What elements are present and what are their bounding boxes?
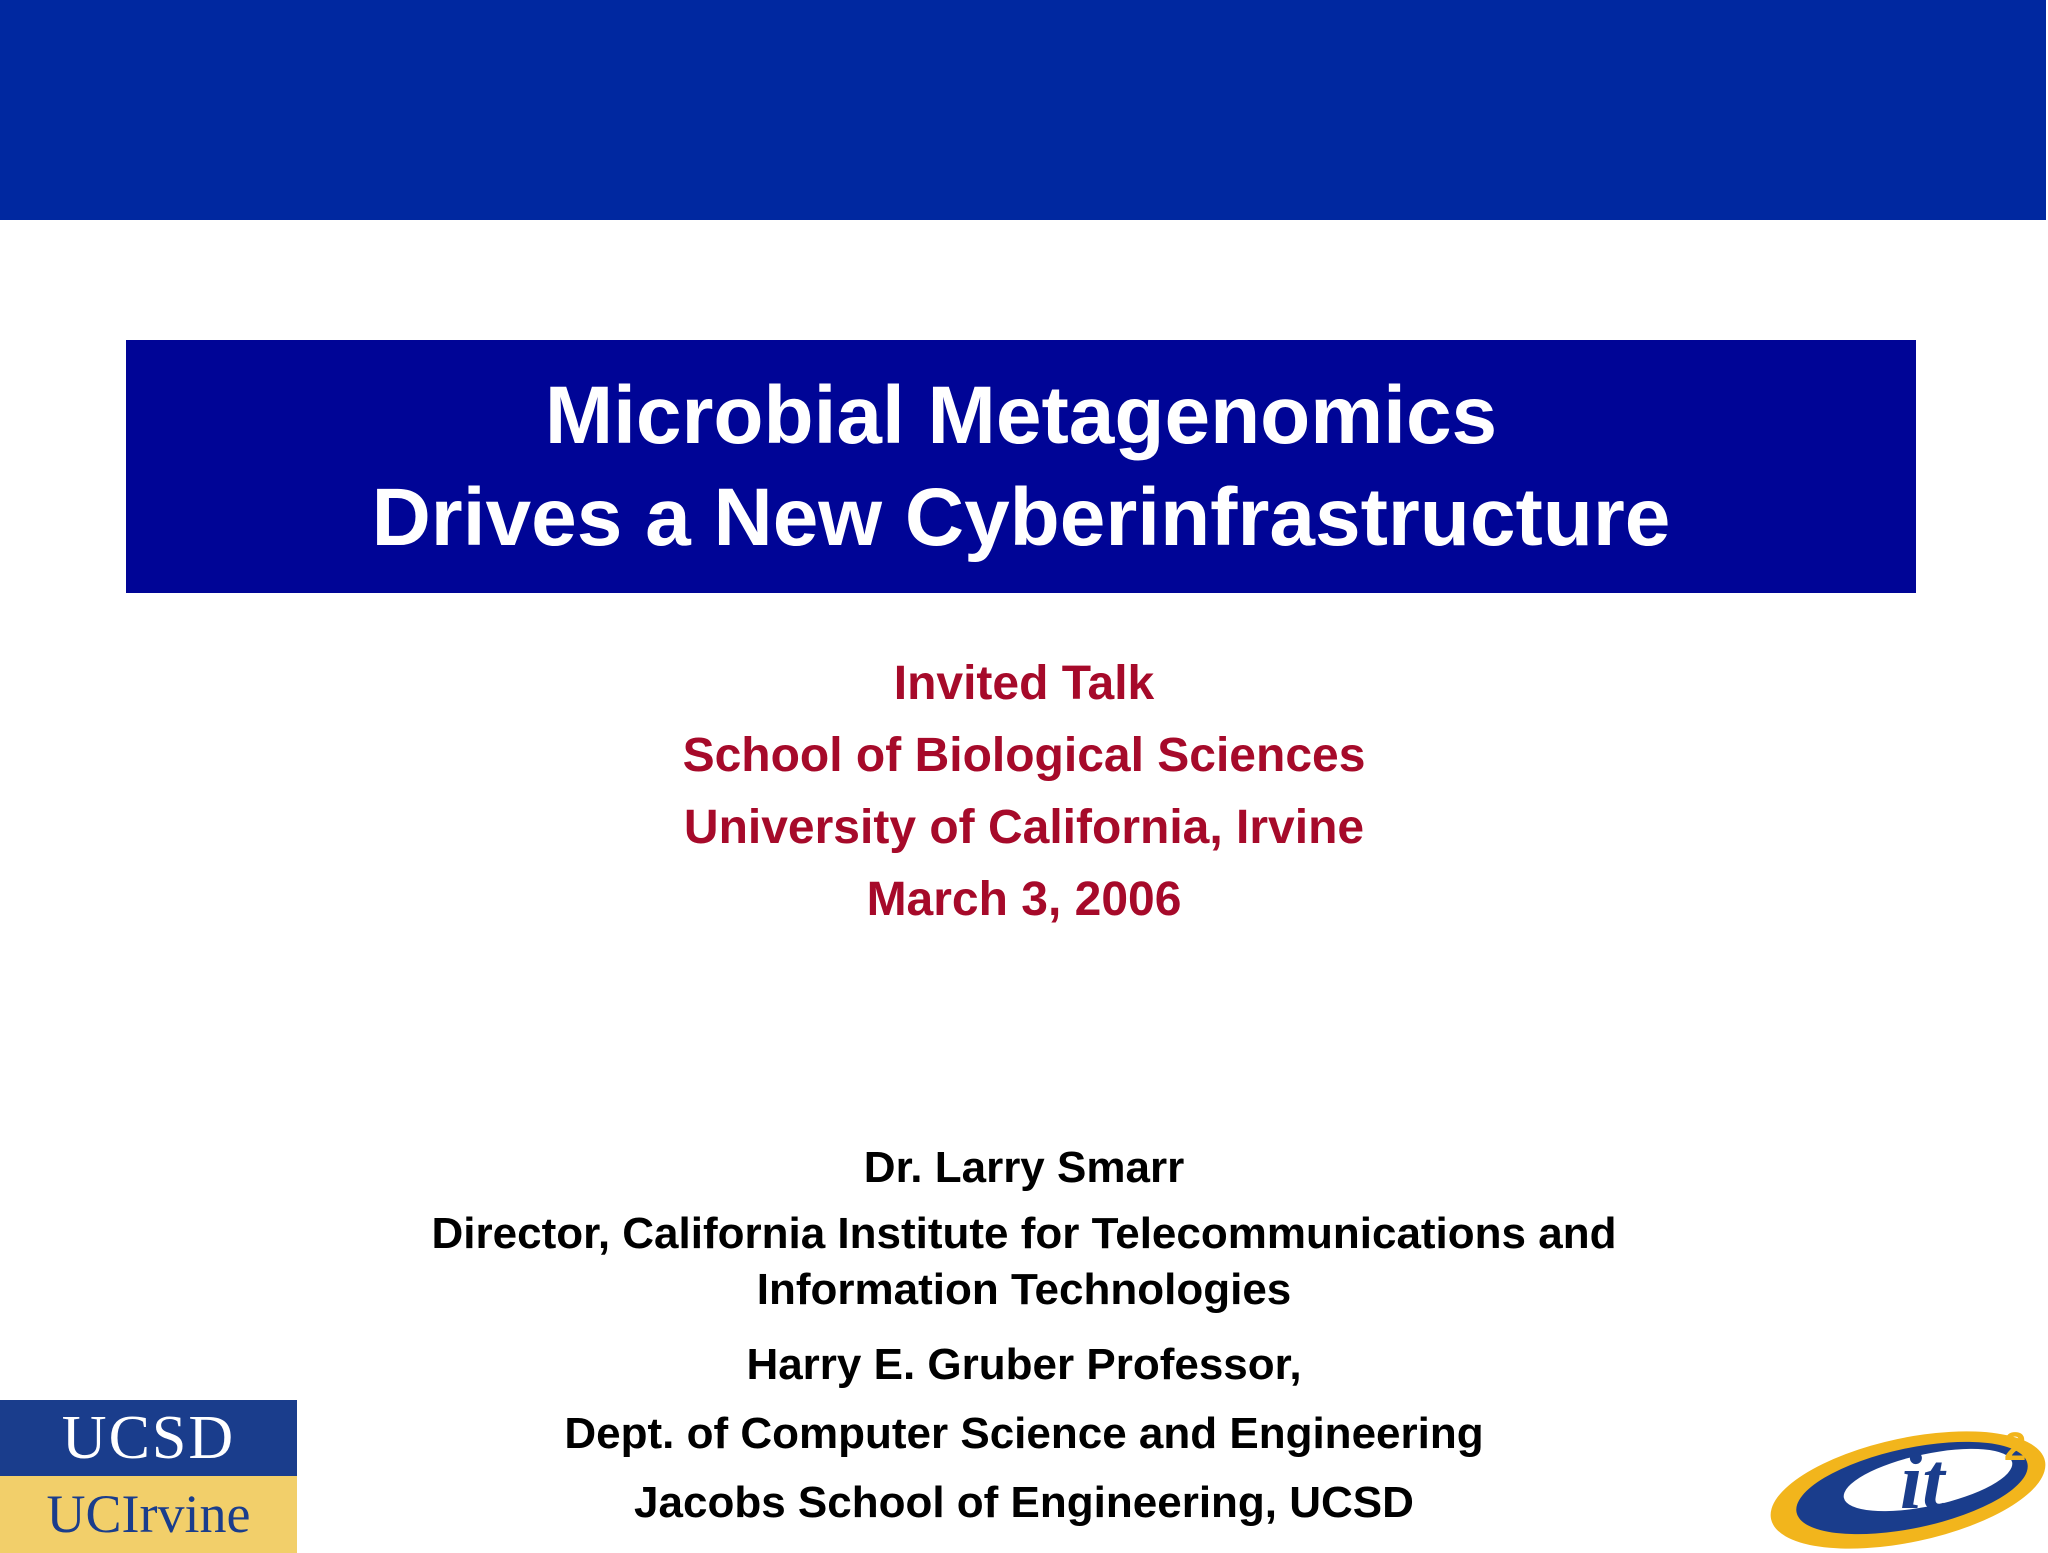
speaker-name: Dr. Larry Smarr (863, 1143, 1185, 1192)
it2-logo-text: it (1900, 1438, 1945, 1526)
it2-logo-icon (1762, 1410, 2048, 1553)
speaker-director-line-1: Director, California Institute for Telecommunications and (431, 1209, 1617, 1258)
speaker-department: Dept. of Computer Science and Engineering (564, 1409, 1484, 1458)
event-date: March 3, 2006 (866, 873, 1182, 926)
top-header-band (0, 0, 2046, 220)
ucsd-logo-text: UCSD (0, 1400, 297, 1476)
event-university: University of California, Irvine (683, 801, 1365, 854)
title-box (126, 340, 1916, 593)
event-type: Invited Talk (893, 657, 1155, 710)
it2-logo-superscript: 2 (2004, 1425, 2027, 1469)
slide-title-line-1: Microbial Metagenomics (544, 369, 1498, 461)
ucsd-uci-logo (0, 1400, 297, 1553)
speaker-info (0, 1138, 2048, 1537)
uci-logo-text: UCIrvine (0, 1476, 297, 1553)
event-host-school: School of Biological Sciences (682, 729, 1366, 782)
speaker-director-line-2: Information Technologies (756, 1265, 1292, 1314)
slide-title-line-2: Drives a New Cyberinfrastructure (371, 471, 1671, 563)
event-info (0, 648, 2048, 936)
speaker-professorship: Harry E. Gruber Professor, (746, 1340, 1302, 1389)
speaker-school: Jacobs School of Engineering, UCSD (634, 1478, 1414, 1527)
